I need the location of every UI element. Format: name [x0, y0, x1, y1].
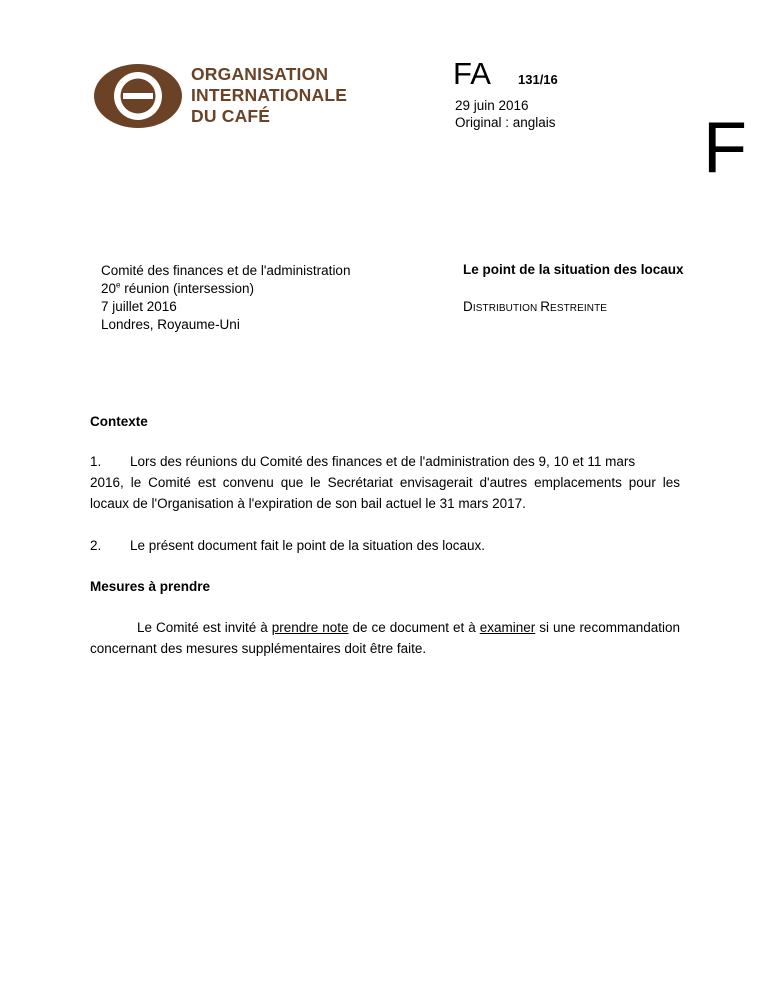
doc-prefix: FA: [453, 56, 491, 91]
action-text-3: si une recommandation concernant des mesures supplémentaires doit être faite.: [90, 620, 680, 656]
meeting-date: 7 juillet 2016: [101, 299, 177, 314]
session-number: 20: [101, 281, 117, 296]
paragraph-2-number: 2.: [90, 538, 102, 553]
action-text-2: de ce document et à: [348, 620, 480, 635]
paragraph-1-number: 1.: [90, 454, 102, 469]
doc-date: 29 juin 2016: [455, 98, 529, 113]
ico-logo: [93, 63, 183, 129]
action-paragraph: [90, 617, 680, 659]
session-line: [101, 280, 350, 298]
session-suffix: e: [116, 280, 121, 290]
action-emphasis-note: prendre note: [271, 620, 349, 635]
action-emphasis-examine: examiner: [479, 620, 536, 635]
context-heading: Contexte: [90, 414, 148, 429]
distribution-label: [463, 299, 607, 314]
action-heading: Mesures à prendre: [90, 579, 211, 594]
paragraph-1: [90, 451, 680, 514]
date-block: [455, 97, 556, 131]
distribution-rest1: ISTRIBUTION: [472, 303, 541, 314]
org-line-2: INTERNATIONALE: [191, 85, 348, 105]
committee-name: Comité des finances et de l'administration: [101, 263, 351, 278]
distribution-d: D: [463, 299, 473, 314]
distribution-r: R: [540, 299, 551, 314]
meeting-info: [101, 262, 350, 334]
paragraph-1-rest: 2016, le Comité est convenu que le Secrétariat envisagerait d'autres emplacements pour les locaux de l'Organisation à l'expiration de son bail actuel le 31 mars 2017.: [90, 475, 680, 511]
doc-number: 131/16: [518, 72, 558, 87]
paragraph-1-first-line: [90, 451, 680, 472]
org-line-3: DU CAFÉ: [191, 106, 271, 126]
action-text-1: Le Comité est invité à: [137, 620, 272, 635]
paragraph-2-text: Le présent document fait le point de la situation des locaux.: [130, 538, 485, 553]
document-subject: Le point de la situation des locaux: [463, 262, 684, 277]
doc-original-language: Original : anglais: [455, 115, 556, 130]
distribution-rest2: ESTREINTE: [550, 303, 608, 314]
org-line-1: ORGANISATION: [191, 64, 329, 84]
paragraph-2: [90, 535, 680, 556]
meeting-location: Londres, Royaume-Uni: [101, 317, 240, 332]
language-code: F: [703, 108, 747, 188]
organisation-name: [191, 64, 411, 127]
session-text: réunion (intersession): [120, 281, 255, 296]
paragraph-1-first-text: Lors des réunions du Comité des finances et de l'administration des 9, 10 et 11 mars: [130, 454, 636, 469]
